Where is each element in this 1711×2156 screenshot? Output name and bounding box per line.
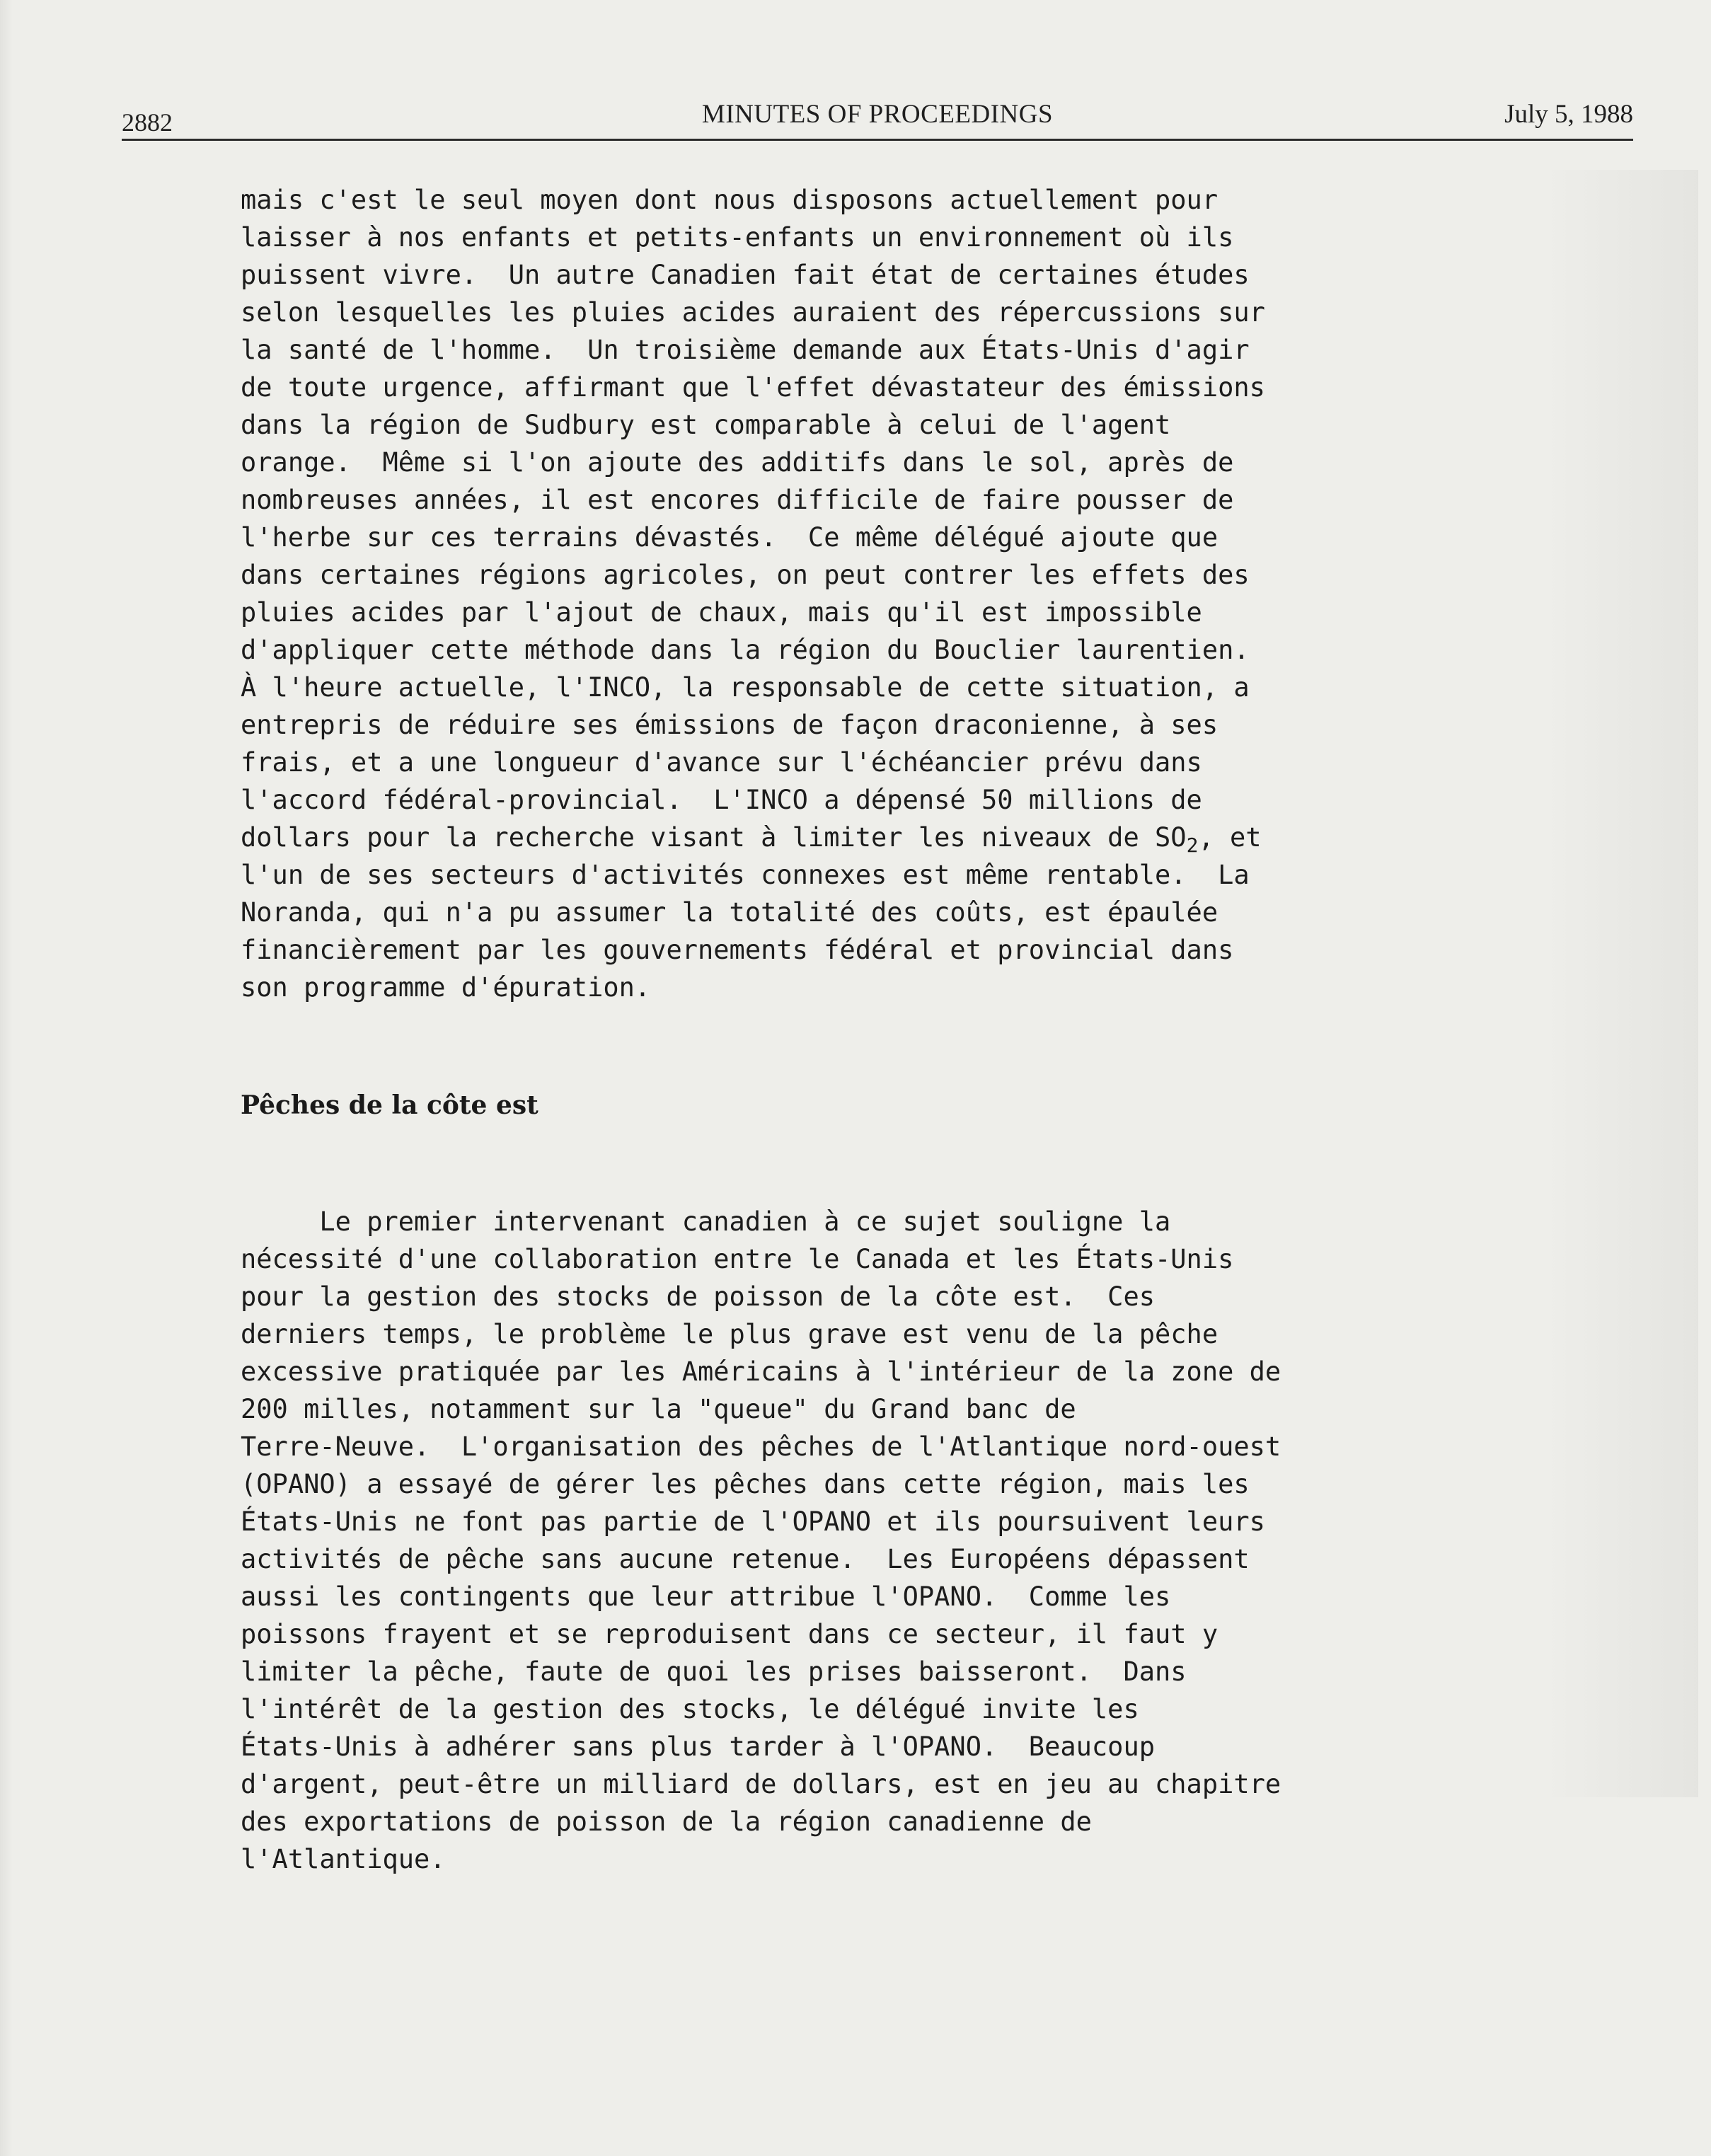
- section-heading: Pêches de la côte est: [241, 1090, 538, 1120]
- text-line: l'un de ses secteurs d'activités connexes est même rentable. La: [241, 860, 1250, 890]
- text-line: mais c'est le seul moyen dont nous disposons actuellement pour: [241, 185, 1219, 215]
- text-line: de toute urgence, affirmant que l'effet dévastateur des émissions: [241, 372, 1265, 403]
- page-number: 2882: [122, 108, 173, 137]
- text-line: poissons frayent et se reproduisent dans ce secteur, il faut y: [241, 1619, 1219, 1649]
- text-line: États-Unis à adhérer sans plus tarder à l'OPANO. Beaucoup: [241, 1731, 1156, 1762]
- text-line: (OPANO) a essayé de gérer les pêches dans cette région, mais les: [241, 1469, 1250, 1499]
- text-line: laisser à nos enfants et petits-enfants un environnement où ils: [241, 222, 1234, 253]
- text-line: aussi les contingents que leur attribue l'OPANO. Comme les: [241, 1581, 1171, 1612]
- page-header: [122, 96, 1633, 141]
- text-line: pour la gestion des stocks de poisson de la côte est. Ces: [241, 1281, 1156, 1312]
- text-line: l'accord fédéral-provincial. L'INCO a dépensé 50 millions de: [241, 785, 1202, 815]
- text-line: 200 milles, notamment sur la "queue" du Grand banc de: [241, 1394, 1076, 1424]
- text-line: l'Atlantique.: [241, 1844, 446, 1874]
- text-line: limiter la pêche, faute de quoi les prises baisseront. Dans: [241, 1656, 1187, 1687]
- text-line: la santé de l'homme. Un troisième demande aux États-Unis d'agir: [241, 335, 1250, 365]
- text-line: financièrement par les gouvernements fédéral et provincial dans: [241, 935, 1234, 965]
- text-line: Terre-Neuve. L'organisation des pêches de l'Atlantique nord-ouest: [241, 1431, 1281, 1462]
- page-edge-shadow: [0, 0, 13, 2156]
- text-line: Le premier intervenant canadien à ce sujet souligne la: [241, 1206, 1171, 1237]
- show-through-shading: [1543, 170, 1698, 1797]
- text-line: nécessité d'une collaboration entre le Canada et les États-Unis: [241, 1244, 1234, 1274]
- text-line: l'intérêt de la gestion des stocks, le délégué invite les: [241, 1694, 1139, 1724]
- paragraph-east-coast-fisheries: [241, 1203, 1514, 1878]
- text-line: des exportations de poisson de la région canadienne de: [241, 1806, 1092, 1837]
- text-line: puissent vivre. Un autre Canadien fait état de certaines études: [241, 260, 1250, 290]
- text-line: dans certaines régions agricoles, on peut contrer les effets des: [241, 560, 1250, 590]
- text-line: frais, et a une longueur d'avance sur l'échéancier prévu dans: [241, 747, 1202, 778]
- text-line: derniers temps, le problème le plus grave est venu de la pêche: [241, 1319, 1219, 1349]
- text-line: À l'heure actuelle, l'INCO, la responsable de cette situation, a: [241, 672, 1250, 703]
- text-line: dans la région de Sudbury est comparable à celui de l'agent: [241, 410, 1171, 440]
- paragraph-acid-rain: [241, 181, 1514, 1006]
- running-title: MINUTES OF PROCEEDINGS: [701, 100, 1054, 129]
- text-line-end: , et: [1198, 822, 1262, 853]
- text-line: d'argent, peut-être un milliard de dollars, est en jeu au chapitre: [241, 1769, 1281, 1799]
- text-line: Noranda, qui n'a pu assumer la totalité des coûts, est épaulée: [241, 897, 1219, 928]
- so2-subscript: 2: [1186, 834, 1199, 857]
- text-line: l'herbe sur ces terrains dévastés. Ce même délégué ajoute que: [241, 522, 1219, 553]
- text-line: excessive pratiquée par les Américains à l'intérieur de la zone de: [241, 1356, 1281, 1387]
- text-line: d'appliquer cette méthode dans la région du Bouclier laurentien.: [241, 635, 1250, 665]
- header-date: July 5, 1988: [1504, 100, 1633, 129]
- text-line: son programme d'épuration.: [241, 972, 651, 1003]
- text-line: pluies acides par l'ajout de chaux, mais qu'il est impossible: [241, 597, 1202, 628]
- text-line: entrepris de réduire ses émissions de façon draconienne, à ses: [241, 710, 1219, 740]
- text-line: orange. Même si l'on ajoute des additifs dans le sol, après de: [241, 447, 1234, 478]
- text-line: États-Unis ne font pas partie de l'OPANO et ils poursuivent leurs: [241, 1506, 1265, 1537]
- text-line: dollars pour la recherche visant à limiter les niveaux de SO: [241, 822, 1187, 853]
- text-line: nombreuses années, il est encores difficile de faire pousser de: [241, 485, 1234, 515]
- text-line: selon lesquelles les pluies acides auraient des répercussions sur: [241, 297, 1265, 328]
- text-line: activités de pêche sans aucune retenue. Les Européens dépassent: [241, 1544, 1250, 1574]
